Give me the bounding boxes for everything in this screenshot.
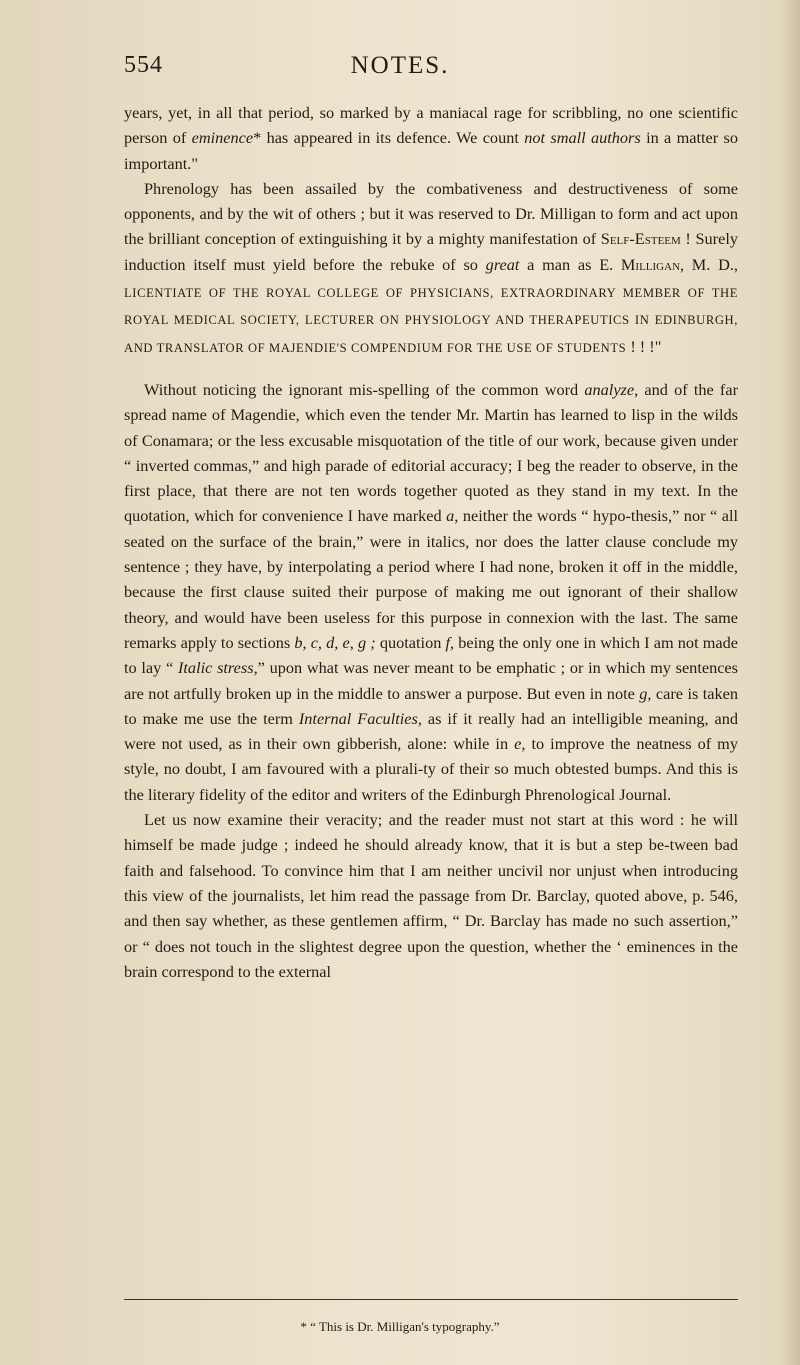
- paragraph-2: Phrenology has been assailed by the combativeness and destructiveness of some opponents, and by the wit of others ; but it was reserved to Dr. Milligan to form and act upon the brilliant conception of extinguishing it by a mighty manifestation of Self-Esteem ! Surely induction itself must yield before the rebuke of so great a man as E. Milligan, M. D., LICENTIATE OF THE ROYAL COLLEGE OF PHYSICIANS, EXTRAORDINARY MEMBER OF THE ROYAL MEDICAL SOCIETY, LECTURER ON PHYSIOLOGY AND THERAPEUTICS IN EDINBURGH, AND TRANSLATOR OF MAJENDIE'S COMPENDIUM FOR THE USE OF STUDENTS ! ! !": [124, 178, 738, 356]
- footnote-rule: [124, 1299, 738, 1300]
- body-text: [124, 100, 738, 984]
- running-head: [0, 52, 800, 92]
- footnote: * “ This is Dr. Milligan's typography.”: [300, 1319, 500, 1334]
- paragraph-4: Let us now examine their veracity; and the reader must not start at this word : he will himself be made judge ; indeed he should already know, that it is but a step be-tween bad faith and falsehood. To convince him that I am neither uncivil nor unjust when introducing this view of the journalists, let him read the passage from Dr. Barclay, quoted above, p. 546, and then say whether, as these gentlemen affirm, “ Dr. Barclay has made no such assertion,” or “ does not touch in the slightest degree upon the question, whether the ‘ eminences in the brain correspond to the external: [124, 810, 738, 981]
- paragraph-1: years, yet, in all that period, so marked by a maniacal rage for scribbling, no one scientific person of eminence* has appeared in its defence. We count not small authors in a matter so important.": [124, 103, 738, 173]
- page-edge-shadow: [780, 0, 800, 1365]
- page-number: 554: [124, 52, 163, 78]
- paragraph-3: Without noticing the ignorant mis-spelling of the common word analyze, and of the far spread name of Magendie, which even the tender Mr. Martin has learned to lisp in the wilds of Conamara; or the less excusable misquotation of the title of our work, because given under “ inverted commas,” and high parade of editorial accuracy; I beg the reader to observe, in the first place, that there are not ten words together quoted as they stand in my text. In the quotation, which for convenience I have marked a, neither the words “ hypo-thesis,” nor “ all seated on the surface of the brain,” were in italics, nor does the latter clause conclude my sentence ; they have, by interpolating a period where I had none, broken it off in the middle, because the first clause suited their purpose of making me out ignorant of their shallow theory, and would have been useless for this purpose in connexion with the last. The same remarks apply to sections b, c, d, e, g ; quotation f, being the only one in which I am not made to lay “ Italic stress,” upon what was never meant to be emphatic ; or in which my sentences are not artfully broken up in the middle to answer a purpose. But even in note g, care is taken to make me use the term Internal Faculties, as if it really had an intelligible meaning, and were not used, as in their own gibberish, alone: while in e, to improve the neatness of my style, no doubt, I am favoured with a plurali-ty of their so much obtested bumps. And this is the literary fidelity of the editor and writers of the Edinburgh Phrenological Journal.: [124, 379, 739, 804]
- running-title: NOTES.: [350, 52, 450, 79]
